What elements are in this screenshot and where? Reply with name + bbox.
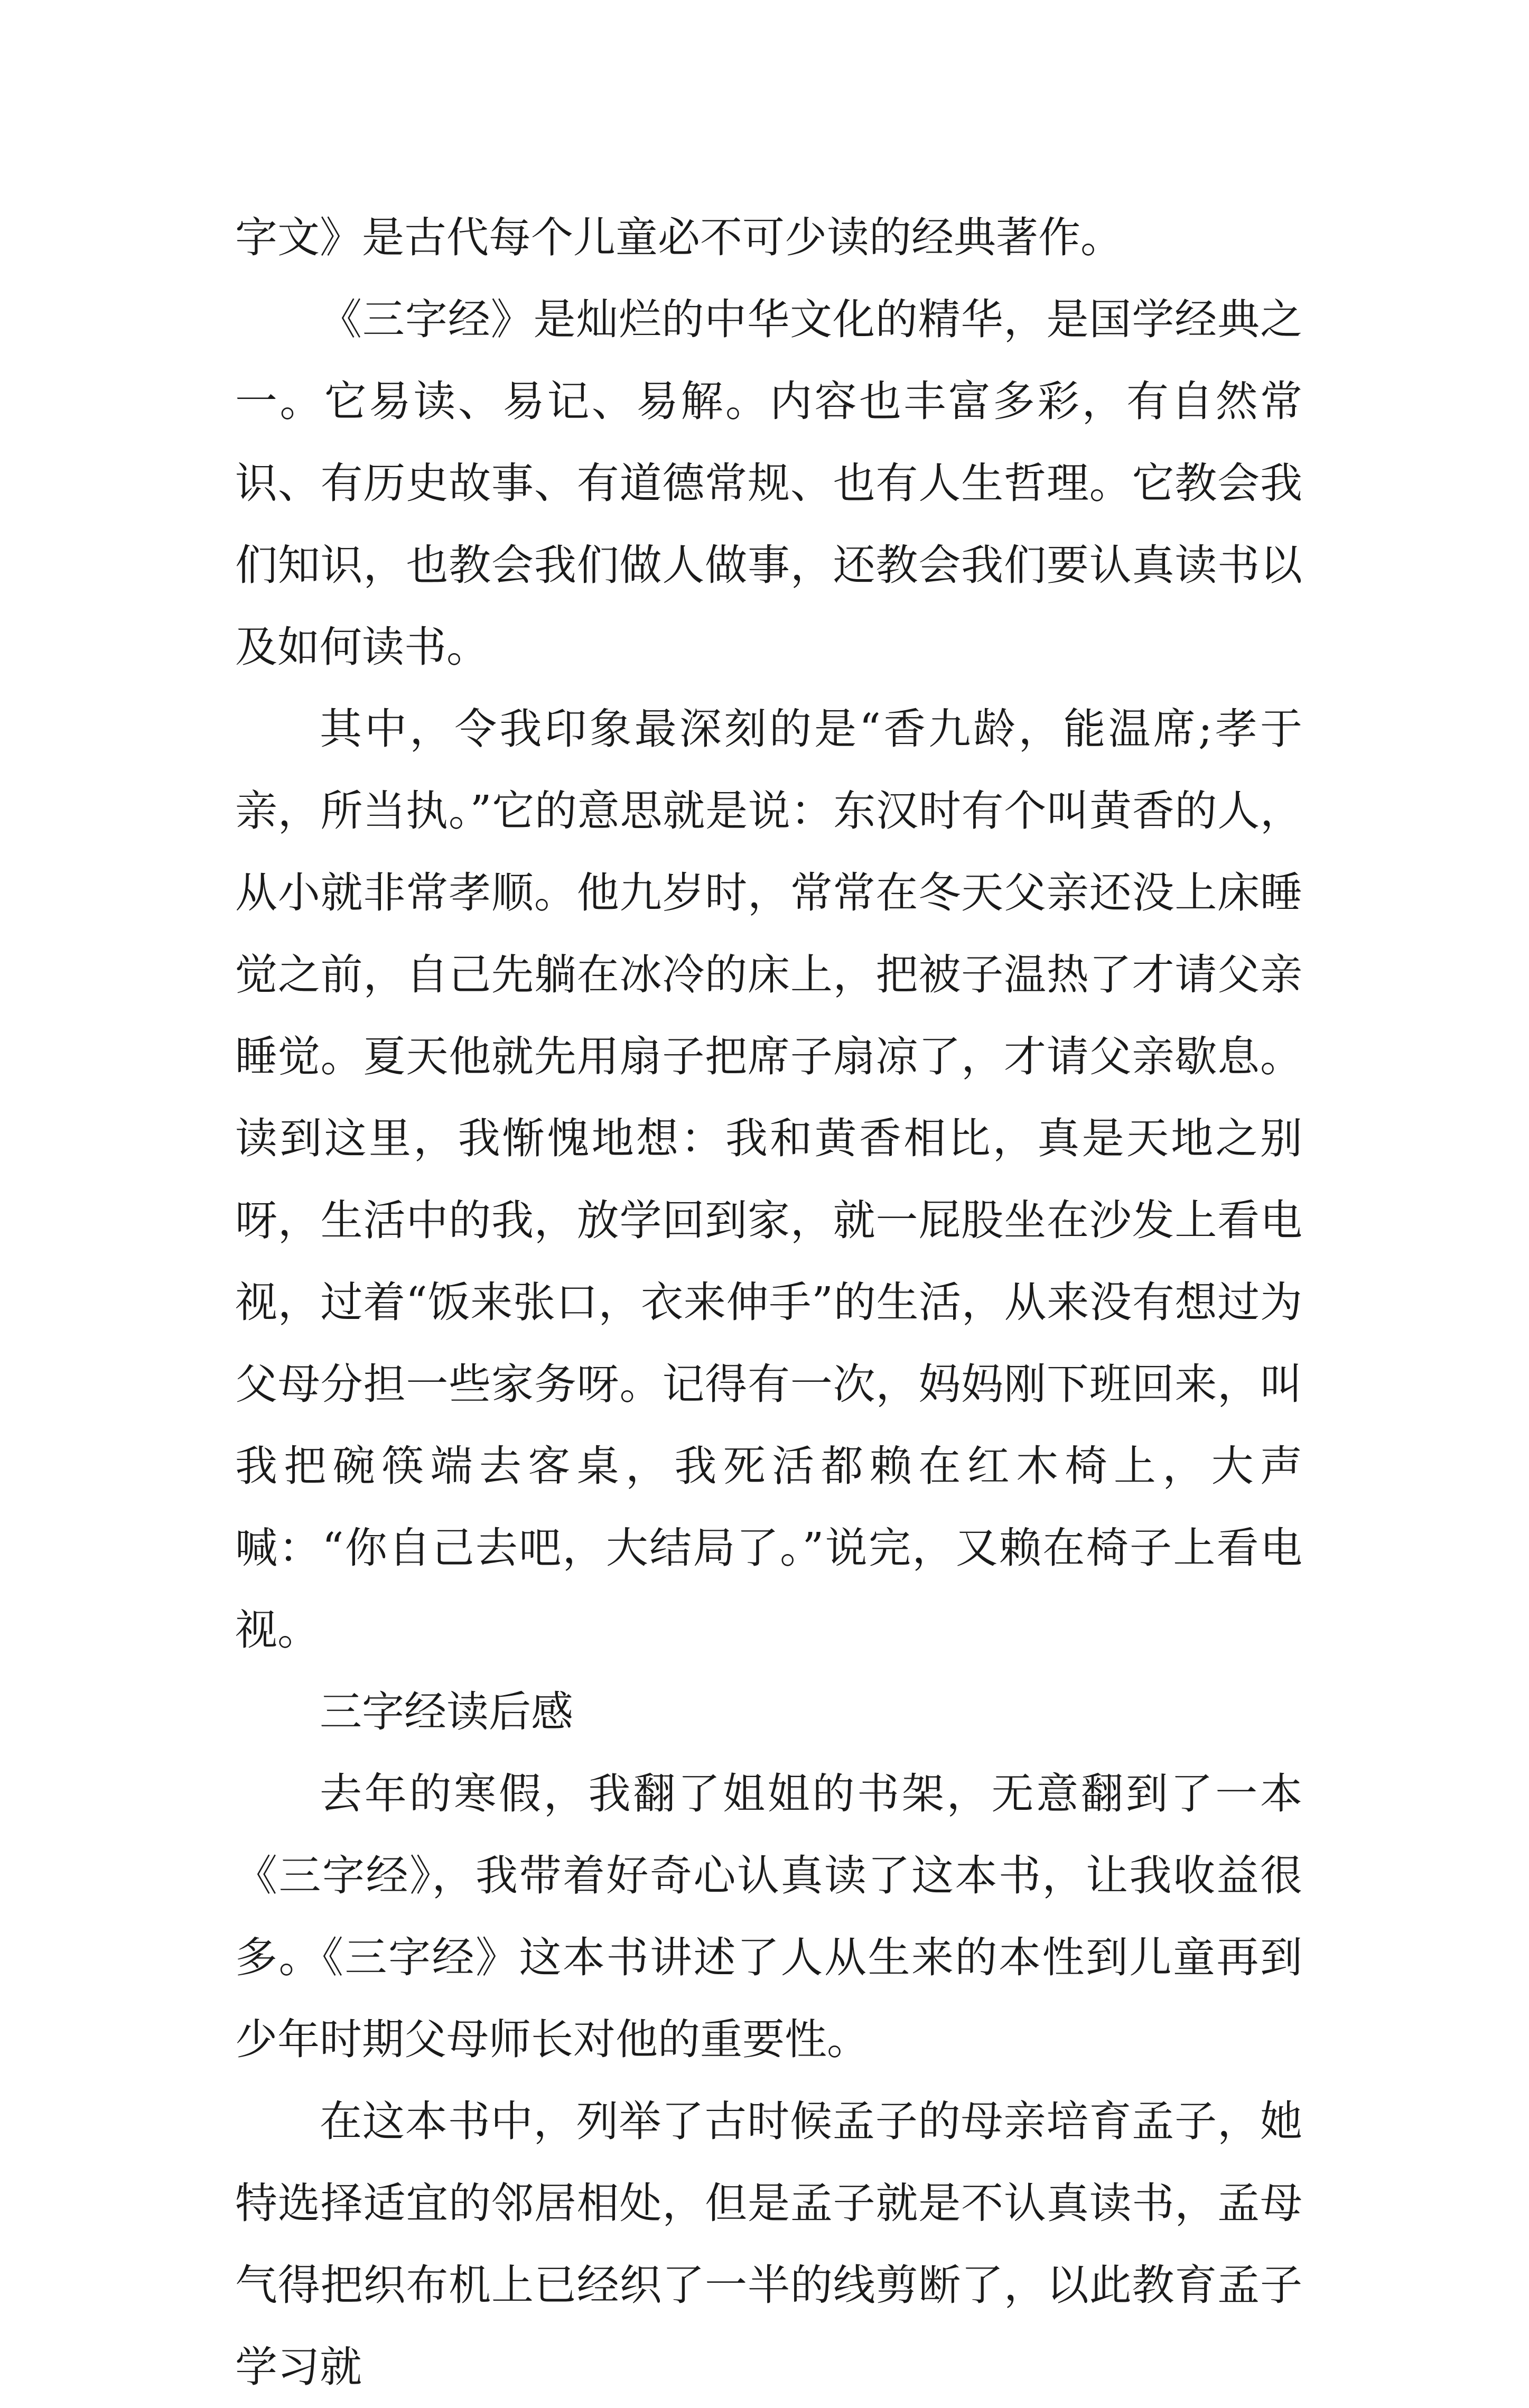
paragraph: 其中，令我印象最深刻的是“香九龄，能温席;孝于亲，所当执。”它的意思就是说：东汉时有个叫黄香的人，从小就非常孝顺。他九岁时，常常在冬天父亲还没上床睡觉之前，自己先躺在冰冷的床上，把被子温热了才请父亲睡觉。夏天他就先用扇子把席子扇凉了，才请父亲歇息。读到这里，我惭愧地想：我和黄香相比，真是天地之别呀，生活中的我，放学回到家，就一屁股坐在沙发上看电视，过着“饭来张口，衣来伸手”的生活，从来没有想过为父母分担一些家务呀。记得有一次，妈妈刚下班回来，叫我把碗筷端去客桌，我死活都赖在红木椅上，大声喊：“你自己去吧，大结局了。”说完，又赖在椅子上看电视。 <box>235 704 1302 1654</box>
paragraph: 在这本书中，列举了古时候孟子的母亲培育孟子，她特选择适宜的邻居相处，但是孟子就是不认真读书，孟母气得把织布机上已经织了一半的线剪断了，以此教育孟子学习就 <box>235 2097 1302 2392</box>
document-body <box>235 197 1302 2408</box>
section-heading: 三字经读后感 <box>320 1687 573 1736</box>
paragraph: 《三字经》是灿烂的中华文化的精华，是国学经典之一。它易读、易记、易解。内容也丰富多彩，有自然常识、有历史故事、有道德常规、也有人生哲理。它教会我们知识，也教会我们做人做事，还教会我们要认真读书以及如何读书。 <box>235 295 1302 672</box>
paragraph: 字文》是古代每个儿童必不可少读的经典著作。 <box>235 213 1123 262</box>
paragraph: 去年的寒假，我翻了姐姐的书架，无意翻到了一本《三字经》，我带着好奇心认真读了这本书，让我收益很多。《三字经》这本书讲述了人从生来的本性到儿童再到少年时期父母师长对他的重要性。 <box>235 1769 1302 2064</box>
